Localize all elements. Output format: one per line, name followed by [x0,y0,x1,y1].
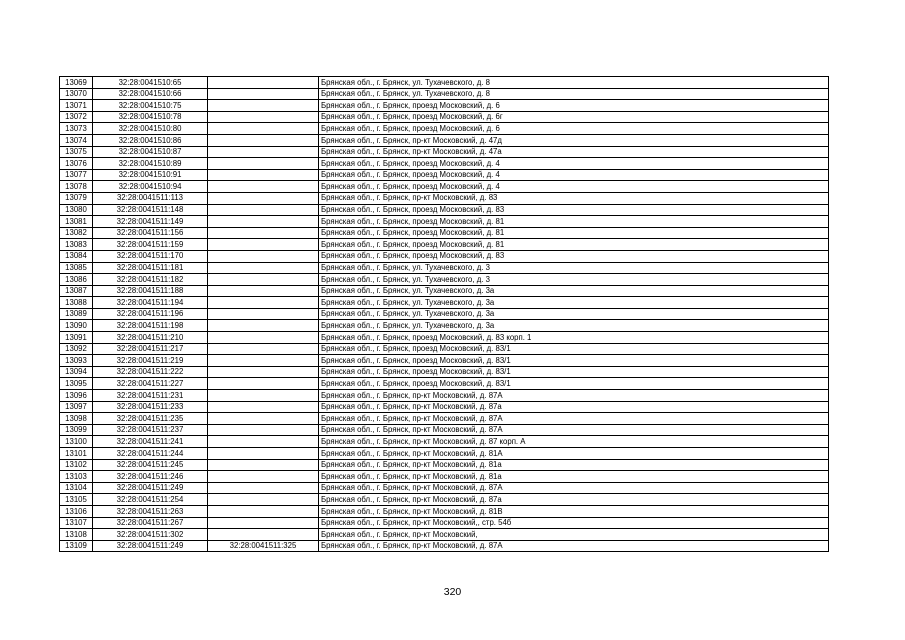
related-cadastral-number-cell [208,111,319,123]
address-cell: Брянская обл., г. Брянск, ул. Тухачевского, д. 8 [319,88,829,100]
row-number-cell: 13086 [60,274,93,286]
cadastral-number-cell: 32:28:0041511:170 [93,250,208,262]
table-row [60,401,829,413]
row-number-cell: 13100 [60,436,93,448]
address-cell: Брянская обл., г. Брянск, пр-кт Московский, д. 83 [319,192,829,204]
cadastral-number-cell: 32:28:0041511:196 [93,308,208,320]
cadastral-number-cell: 32:28:0041511:210 [93,332,208,344]
row-number-cell: 13103 [60,471,93,483]
row-number-cell: 13108 [60,529,93,541]
related-cadastral-number-cell [208,505,319,517]
table-row [60,413,829,425]
related-cadastral-number-cell [208,181,319,193]
address-cell: Брянская обл., г. Брянск, ул. Тухачевского, д. 3а [319,308,829,320]
data-table [59,76,829,552]
cadastral-number-cell: 32:28:0041511:254 [93,494,208,506]
table-row [60,216,829,228]
related-cadastral-number-cell [208,471,319,483]
cadastral-number-cell: 32:28:0041511:219 [93,355,208,367]
cadastral-number-cell: 32:28:0041511:244 [93,448,208,460]
address-cell: Брянская обл., г. Брянск, пр-кт Московский, д. 81а [319,459,829,471]
row-number-cell: 13094 [60,366,93,378]
related-cadastral-number-cell [208,436,319,448]
related-cadastral-number-cell [208,413,319,425]
table-row [60,448,829,460]
row-number-cell: 13079 [60,192,93,204]
address-cell: Брянская обл., г. Брянск, ул. Тухачевского, д. 3а [319,320,829,332]
address-cell: Брянская обл., г. Брянск, пр-кт Московский, д. 87А [319,540,829,552]
row-number-cell: 13105 [60,494,93,506]
table-row [60,181,829,193]
row-number-cell: 13088 [60,297,93,309]
related-cadastral-number-cell [208,77,319,89]
related-cadastral-number-cell [208,343,319,355]
page-number: 320 [443,586,462,598]
address-cell: Брянская обл., г. Брянск, проезд Московский, д. 6 [319,123,829,135]
cadastral-number-cell: 32:28:0041511:156 [93,227,208,239]
address-cell: Брянская обл., г. Брянск, пр-кт Московский, д. 81А [319,448,829,460]
cadastral-number-cell: 32:28:0041511:246 [93,471,208,483]
table-body [60,77,829,552]
table-row [60,471,829,483]
cadastral-number-cell: 32:28:0041511:267 [93,517,208,529]
address-cell: Брянская обл., г. Брянск, пр-кт Московский, д. 87а [319,494,829,506]
related-cadastral-number-cell [208,355,319,367]
address-cell: Брянская обл., г. Брянск, ул. Тухачевского, д. 3 [319,274,829,286]
address-cell: Брянская обл., г. Брянск, ул. Тухачевского, д. 3 [319,262,829,274]
row-number-cell: 13080 [60,204,93,216]
table-row [60,134,829,146]
address-cell: Брянская обл., г. Брянск, пр-кт Московский, д. 87 корп. А [319,436,829,448]
table-row [60,158,829,170]
table-row [60,378,829,390]
row-number-cell: 13106 [60,505,93,517]
cadastral-number-cell: 32:28:0041511:182 [93,274,208,286]
table-row [60,459,829,471]
cadastral-number-cell: 32:28:0041511:198 [93,320,208,332]
related-cadastral-number-cell [208,100,319,112]
row-number-cell: 13077 [60,169,93,181]
cadastral-number-cell: 32:28:0041511:231 [93,390,208,402]
table-row [60,88,829,100]
address-cell: Брянская обл., г. Брянск, проезд Московский, д. 81 [319,216,829,228]
cadastral-number-cell: 32:28:0041511:233 [93,401,208,413]
table-row [60,540,829,552]
related-cadastral-number-cell [208,459,319,471]
row-number-cell: 13073 [60,123,93,135]
table-row [60,505,829,517]
table-row [60,204,829,216]
related-cadastral-number-cell [208,517,319,529]
row-number-cell: 13075 [60,146,93,158]
related-cadastral-number-cell [208,529,319,541]
address-cell: Брянская обл., г. Брянск, проезд Московский, д. 4 [319,181,829,193]
row-number-cell: 13085 [60,262,93,274]
table-row [60,424,829,436]
address-cell: Брянская обл., г. Брянск, пр-кт Московский, д. 87а [319,401,829,413]
address-cell: Брянская обл., г. Брянск, ул. Тухачевского, д. 3а [319,297,829,309]
row-number-cell: 13070 [60,88,93,100]
row-number-cell: 13089 [60,308,93,320]
cadastral-number-cell: 32:28:0041511:227 [93,378,208,390]
table-row [60,517,829,529]
related-cadastral-number-cell [208,320,319,332]
row-number-cell: 13099 [60,424,93,436]
cadastral-number-cell: 32:28:0041511:302 [93,529,208,541]
related-cadastral-number-cell [208,169,319,181]
table-row [60,192,829,204]
table-row [60,366,829,378]
cadastral-number-cell: 32:28:0041511:263 [93,505,208,517]
row-number-cell: 13090 [60,320,93,332]
row-number-cell: 13095 [60,378,93,390]
row-number-cell: 13081 [60,216,93,228]
cadastral-number-cell: 32:28:0041510:89 [93,158,208,170]
related-cadastral-number-cell [208,123,319,135]
address-cell: Брянская обл., г. Брянск, ул. Тухачевского, д. 3а [319,285,829,297]
cadastral-number-cell: 32:28:0041511:159 [93,239,208,251]
cadastral-number-cell: 32:28:0041511:217 [93,343,208,355]
related-cadastral-number-cell [208,262,319,274]
related-cadastral-number-cell [208,390,319,402]
cadastral-number-cell: 32:28:0041511:149 [93,216,208,228]
address-cell: Брянская обл., г. Брянск, проезд Московский, д. 4 [319,158,829,170]
row-number-cell: 13087 [60,285,93,297]
row-number-cell: 13104 [60,482,93,494]
related-cadastral-number-cell [208,494,319,506]
cadastral-number-cell: 32:28:0041511:222 [93,366,208,378]
cadastral-number-cell: 32:28:0041510:75 [93,100,208,112]
table-row [60,262,829,274]
cadastral-number-cell: 32:28:0041510:80 [93,123,208,135]
address-cell: Брянская обл., г. Брянск, пр-кт Московский, д. 87А [319,413,829,425]
related-cadastral-number-cell [208,401,319,413]
cadastral-number-cell: 32:28:0041511:181 [93,262,208,274]
table-row [60,355,829,367]
row-number-cell: 13101 [60,448,93,460]
address-cell: Брянская обл., г. Брянск, пр-кт Московский, д. 47д [319,134,829,146]
table-row [60,250,829,262]
related-cadastral-number-cell [208,448,319,460]
cadastral-number-cell: 32:28:0041511:148 [93,204,208,216]
table-row [60,390,829,402]
cadastral-number-cell: 32:28:0041510:65 [93,77,208,89]
table-row [60,274,829,286]
cadastral-number-cell: 32:28:0041510:78 [93,111,208,123]
address-cell: Брянская обл., г. Брянск, пр-кт Московский, [319,529,829,541]
table-row [60,239,829,251]
row-number-cell: 13097 [60,401,93,413]
cadastral-number-cell: 32:28:0041511:194 [93,297,208,309]
table-row [60,308,829,320]
row-number-cell: 13091 [60,332,93,344]
related-cadastral-number-cell [208,482,319,494]
related-cadastral-number-cell [208,192,319,204]
table-row [60,227,829,239]
row-number-cell: 13092 [60,343,93,355]
cadastral-number-cell: 32:28:0041511:249 [93,482,208,494]
related-cadastral-number-cell [208,204,319,216]
table-row [60,146,829,158]
address-cell: Брянская обл., г. Брянск, проезд Московский, д. 83/1 [319,378,829,390]
related-cadastral-number-cell [208,250,319,262]
cadastral-number-cell: 32:28:0041511:113 [93,192,208,204]
row-number-cell: 13076 [60,158,93,170]
related-cadastral-number-cell [208,146,319,158]
address-cell: Брянская обл., г. Брянск, проезд Московский, д. 4 [319,169,829,181]
table-row [60,332,829,344]
related-cadastral-number-cell [208,134,319,146]
row-number-cell: 13072 [60,111,93,123]
row-number-cell: 13069 [60,77,93,89]
row-number-cell: 13096 [60,390,93,402]
cadastral-number-cell: 32:28:0041511:235 [93,413,208,425]
table-row [60,111,829,123]
table-row [60,494,829,506]
related-cadastral-number-cell [208,332,319,344]
table-row [60,320,829,332]
address-cell: Брянская обл., г. Брянск, проезд Московский, д. 81 [319,239,829,251]
row-number-cell: 13084 [60,250,93,262]
address-cell: Брянская обл., г. Брянск, ул. Тухачевского, д. 8 [319,77,829,89]
related-cadastral-number-cell [208,424,319,436]
cadastral-number-cell: 32:28:0041510:87 [93,146,208,158]
row-number-cell: 13074 [60,134,93,146]
related-cadastral-number-cell [208,297,319,309]
related-cadastral-number-cell [208,239,319,251]
address-cell: Брянская обл., г. Брянск, проезд Московский, д. 83/1 [319,355,829,367]
row-number-cell: 13102 [60,459,93,471]
table-row [60,343,829,355]
table-row [60,169,829,181]
row-number-cell: 13098 [60,413,93,425]
cadastral-number-cell: 32:28:0041510:91 [93,169,208,181]
related-cadastral-number-cell [208,216,319,228]
address-cell: Брянская обл., г. Брянск, пр-кт Московский, д. 81а [319,471,829,483]
cadastral-number-cell: 32:28:0041511:188 [93,285,208,297]
related-cadastral-number-cell [208,378,319,390]
table-row [60,297,829,309]
related-cadastral-number-cell [208,308,319,320]
table-row [60,529,829,541]
address-cell: Брянская обл., г. Брянск, пр-кт Московский, д. 87А [319,424,829,436]
address-cell: Брянская обл., г. Брянск, пр-кт Московский, д. 87А [319,390,829,402]
table-row [60,285,829,297]
cadastral-number-cell: 32:28:0041510:94 [93,181,208,193]
address-cell: Брянская обл., г. Брянск, проезд Московский, д. 6г [319,111,829,123]
table-row [60,123,829,135]
related-cadastral-number-cell [208,158,319,170]
table-row [60,482,829,494]
row-number-cell: 13071 [60,100,93,112]
related-cadastral-number-cell: 32:28:0041511:325 [208,540,319,552]
address-cell: Брянская обл., г. Брянск, проезд Московский, д. 6 [319,100,829,112]
table-row [60,77,829,89]
address-cell: Брянская обл., г. Брянск, проезд Московский, д. 83 корп. 1 [319,332,829,344]
row-number-cell: 13109 [60,540,93,552]
row-number-cell: 13083 [60,239,93,251]
address-cell: Брянская обл., г. Брянск, проезд Московский, д. 83/1 [319,343,829,355]
address-cell: Брянская обл., г. Брянск, проезд Московский, д. 83/1 [319,366,829,378]
row-number-cell: 13107 [60,517,93,529]
address-cell: Брянская обл., г. Брянск, проезд Московский, д. 81 [319,227,829,239]
table-row [60,100,829,112]
cadastral-number-cell: 32:28:0041510:66 [93,88,208,100]
cadastral-number-cell: 32:28:0041510:86 [93,134,208,146]
row-number-cell: 13093 [60,355,93,367]
row-number-cell: 13082 [60,227,93,239]
cadastral-number-cell: 32:28:0041511:237 [93,424,208,436]
related-cadastral-number-cell [208,88,319,100]
cadastral-number-cell: 32:28:0041511:249 [93,540,208,552]
related-cadastral-number-cell [208,274,319,286]
address-cell: Брянская обл., г. Брянск, проезд Московский, д. 83 [319,250,829,262]
cadastral-number-cell: 32:28:0041511:245 [93,459,208,471]
related-cadastral-number-cell [208,366,319,378]
row-number-cell: 13078 [60,181,93,193]
address-cell: Брянская обл., г. Брянск, пр-кт Московский, д. 87А [319,482,829,494]
cadastral-number-cell: 32:28:0041511:241 [93,436,208,448]
related-cadastral-number-cell [208,227,319,239]
related-cadastral-number-cell [208,285,319,297]
address-cell: Брянская обл., г. Брянск, проезд Московский, д. 83 [319,204,829,216]
address-cell: Брянская обл., г. Брянск, пр-кт Московский, д. 81В [319,505,829,517]
address-cell: Брянская обл., г. Брянск, пр-кт Московский, д. 47а [319,146,829,158]
table-row [60,436,829,448]
address-cell: Брянская обл., г. Брянск, пр-кт Московский,, стр. 54б [319,517,829,529]
